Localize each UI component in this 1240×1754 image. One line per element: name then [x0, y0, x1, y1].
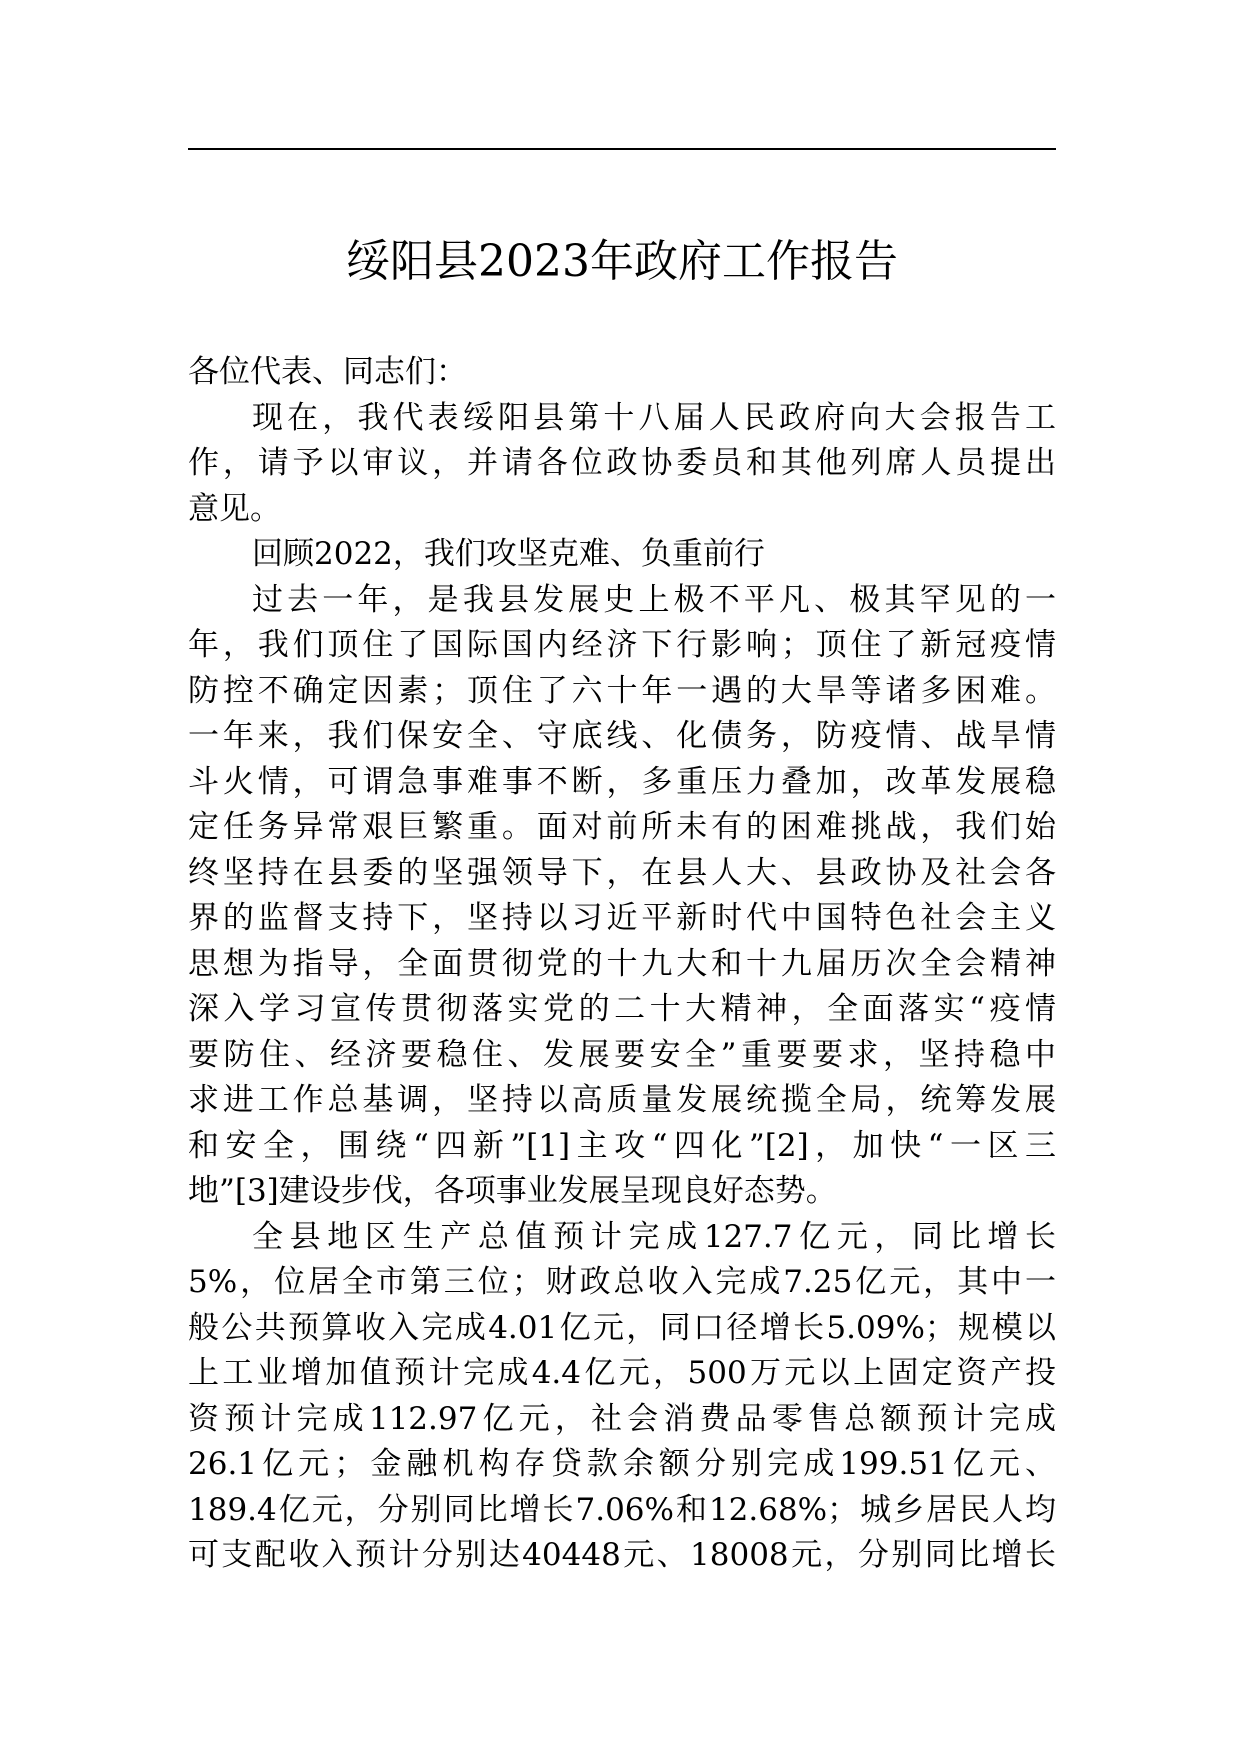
paragraph-line: 地”[3]建设步伐，各项事业发展呈现良好态势。	[188, 1173, 837, 1209]
paragraph-line: 过去一年，是我县发展史上极不平凡、极其罕见的一	[252, 581, 1056, 618]
paragraph-review	[188, 578, 1056, 1215]
paragraph-line: 全县地区生产总值预计完成127.7亿元，同比增长	[252, 1218, 1056, 1255]
section-heading	[188, 532, 1056, 578]
paragraph-line: 深入学习宣传贯彻落实党的二十大精神，全面落实“疫情	[188, 991, 1056, 1027]
paragraph-line: 思想为指导，全面贯彻党的十九大和十九届历次全会精神	[188, 945, 1056, 982]
salutation-line: 各位代表、同志们：	[188, 354, 467, 390]
paragraph-line: 斗火情，可谓急事难事不断，多重压力叠加，改革发展稳	[188, 763, 1056, 800]
paragraph-line: 26.1亿元；金融机构存贷款余额分别完成199.51亿元、	[188, 1446, 1056, 1482]
paragraph-line: 资预计完成112.97亿元，社会消费品零售总额预计完成	[188, 1400, 1056, 1437]
paragraph-line: 年，我们顶住了国际国内经济下行影响；顶住了新冠疫情	[188, 627, 1056, 663]
paragraph-intro	[188, 396, 1056, 533]
paragraph-line: 终坚持在县委的坚强领导下，在县人大、县政协及社会各	[188, 854, 1056, 891]
header-rule	[188, 148, 1056, 150]
paragraph-economic-stats	[188, 1215, 1056, 1579]
paragraph-line: 现在，我代表绥阳县第十八届人民政府向大会报告工	[252, 399, 1056, 436]
document-body	[188, 350, 1056, 1579]
paragraph-line: 可支配收入预计分别达40448元、18008元，分别同比增长	[188, 1537, 1056, 1573]
paragraph-line: 189.4亿元，分别同比增长7.06%和12.68%；城乡居民人均	[188, 1491, 1056, 1528]
paragraph-line: 一年来，我们保安全、守底线、化债务，防疫情、战旱情	[188, 718, 1056, 754]
paragraph-line: 和安全，围绕“四新”[1]主攻“四化”[2]，加快“一区三	[188, 1127, 1056, 1164]
paragraph-line: 上工业增加值预计完成4.4亿元，500万元以上固定资产投	[188, 1355, 1056, 1391]
paragraph-line: 界的监督支持下，坚持以习近平新时代中国特色社会主义	[188, 900, 1056, 936]
salutation	[188, 350, 1056, 396]
paragraph-line: 般公共预算收入完成4.01亿元，同口径增长5.09%；规模以	[188, 1309, 1056, 1346]
paragraph-line: 防控不确定因素；顶住了六十年一遇的大旱等诸多困难。	[188, 672, 1056, 709]
paragraph-line: 作，请予以审议，并请各位政协委员和其他列席人员提出	[188, 445, 1056, 481]
paragraph-line: 要防住、经济要稳住、发展要安全”重要要求，坚持稳中	[188, 1036, 1056, 1073]
paragraph-line: 定任务异常艰巨繁重。面对前所未有的困难挑战，我们始	[188, 809, 1056, 845]
document-title: 绥阳县2023年政府工作报告	[346, 236, 898, 287]
section-heading-line: 回顾2022，我们攻坚克难、负重前行	[252, 536, 765, 572]
paragraph-line: 5%，位居全市第三位；财政总收入完成7.25亿元，其中一	[188, 1264, 1056, 1300]
paragraph-line: 求进工作总基调，坚持以高质量发展统揽全局，统筹发展	[188, 1082, 1056, 1118]
paragraph-line: 意见。	[188, 490, 281, 527]
